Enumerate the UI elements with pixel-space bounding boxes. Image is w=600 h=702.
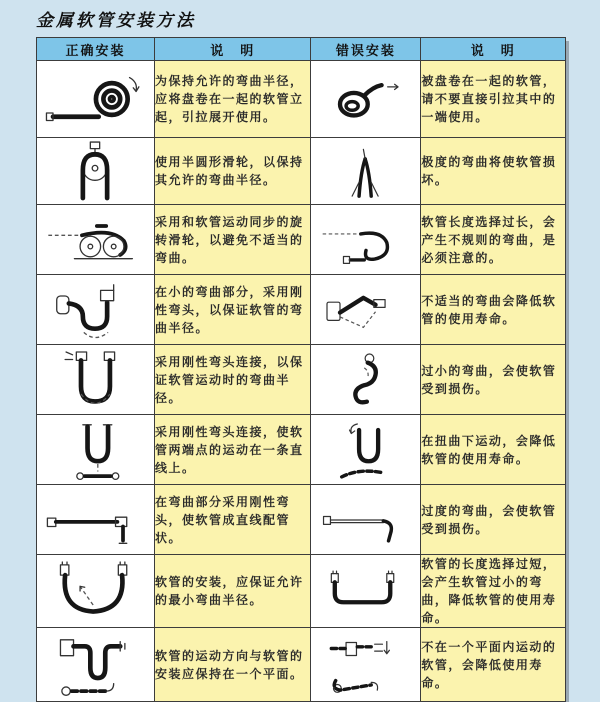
u-hose-twisted-motion-icon	[314, 416, 418, 484]
wrong-description: 过小的弯曲，会使软管受到损伤。	[421, 345, 566, 415]
header-wrong-install: 错误安装	[311, 38, 421, 61]
correct-image-cell	[37, 205, 155, 275]
wrong-image-cell	[311, 61, 421, 138]
wrong-description: 不在一个平面内运动的软管，会降低使用寿命。	[421, 628, 566, 702]
wrong-description: 被盘卷在一起的软管，请不要直接引拉其中的一端使用。	[421, 61, 566, 138]
header-correct-description: 说 明	[154, 38, 310, 61]
correct-image-cell	[37, 61, 155, 138]
hose-too-short-flat-u-icon	[314, 557, 418, 625]
u-hose-endpoints-straight-line-icon	[39, 416, 151, 484]
coiled-hose-pulled-end-icon	[314, 64, 418, 134]
page-title: 金属软管安装方法	[36, 11, 196, 31]
header-correct-install: 正确安装	[37, 38, 155, 61]
hose-too-small-bend-hook-icon	[314, 346, 418, 414]
table-row	[37, 275, 566, 345]
straight-hose-with-rigid-elbow-icon	[39, 487, 151, 553]
installation-table	[36, 37, 566, 702]
table-row	[37, 205, 566, 275]
wrong-description: 在扭曲下运动，会降低软管的使用寿命。	[421, 415, 566, 485]
table-row	[37, 415, 566, 485]
correct-description: 软管的运动方向与软管的安装应保持在一个平面。	[154, 628, 310, 702]
correct-image-cell	[37, 555, 155, 628]
hose-with-rigid-elbow-small-bend-icon	[39, 277, 151, 343]
u-hose-rigid-elbow-connection-icon	[39, 346, 151, 414]
table-row	[37, 485, 566, 555]
wide-u-hose-minimum-bend-radius-icon	[39, 557, 151, 625]
wrong-image-cell	[311, 415, 421, 485]
header-wrong-description: 说 明	[421, 38, 566, 61]
hose-motion-out-of-plane-icon	[314, 629, 418, 701]
correct-description: 为保持允许的弯曲半径，应将盘卷在一起的软管立起，引拉展开使用。	[154, 61, 310, 138]
table-row	[37, 555, 566, 628]
table-row	[37, 138, 566, 205]
table-row	[37, 628, 566, 702]
wrong-image-cell	[311, 345, 421, 415]
wrong-description: 软管的长度选择过短，会产生软管过小的弯曲，降低软管的使用寿命。	[421, 555, 566, 628]
hose-sharply-kinked-icon	[314, 139, 418, 203]
correct-description: 软管的安装，应保证允许的最小弯曲半径。	[154, 555, 310, 628]
correct-description: 采用和软管运动同步的旋转滑轮，以避免不适当的弯曲。	[154, 205, 310, 275]
wrong-image-cell	[311, 275, 421, 345]
coiled-hose-unrolled-icon	[39, 64, 151, 134]
wrong-description: 极度的弯曲将使软管损坏。	[421, 138, 566, 205]
hose-improper-sharp-bend-icon	[314, 277, 418, 343]
wrong-description: 软管长度选择过长，会产生不规则的弯曲，是必须注意的。	[421, 205, 566, 275]
correct-description: 采用刚性弯头连接，以保证软管运动时的弯曲半径。	[154, 345, 310, 415]
table-row	[37, 345, 566, 415]
wrong-description: 不适当的弯曲会降低软管的使用寿命。	[421, 275, 566, 345]
correct-description: 在弯曲部分采用刚性弯头，使软管成直线配管状。	[154, 485, 310, 555]
hose-irregular-loop-icon	[314, 207, 418, 273]
hose-motion-in-one-plane-icon	[39, 629, 151, 701]
correct-image-cell	[37, 138, 155, 205]
wrong-image-cell	[311, 555, 421, 628]
correct-description: 在小的弯曲部分，采用刚性弯头，以保证软管的弯曲半径。	[154, 275, 310, 345]
wrong-image-cell	[311, 205, 421, 275]
wrong-description: 过度的弯曲，会使软管受到损伤。	[421, 485, 566, 555]
correct-description: 采用刚性弯头连接，使软管两端点的运动在一条直线上。	[154, 415, 310, 485]
correct-image-cell	[37, 345, 155, 415]
hose-on-synchronized-rollers-icon	[39, 207, 151, 273]
wrong-image-cell	[311, 138, 421, 205]
wrong-image-cell	[311, 628, 421, 702]
correct-image-cell	[37, 485, 155, 555]
wrong-image-cell	[311, 485, 421, 555]
straight-hose-overbent-end-icon	[314, 487, 418, 553]
table-row	[37, 61, 566, 138]
correct-image-cell	[37, 415, 155, 485]
header-row	[37, 38, 566, 61]
correct-image-cell	[37, 275, 155, 345]
correct-description: 使用半圆形滑轮，以保持其允许的弯曲半径。	[154, 138, 310, 205]
correct-image-cell	[37, 628, 155, 702]
hose-over-semicircular-pulley-icon	[39, 139, 151, 203]
